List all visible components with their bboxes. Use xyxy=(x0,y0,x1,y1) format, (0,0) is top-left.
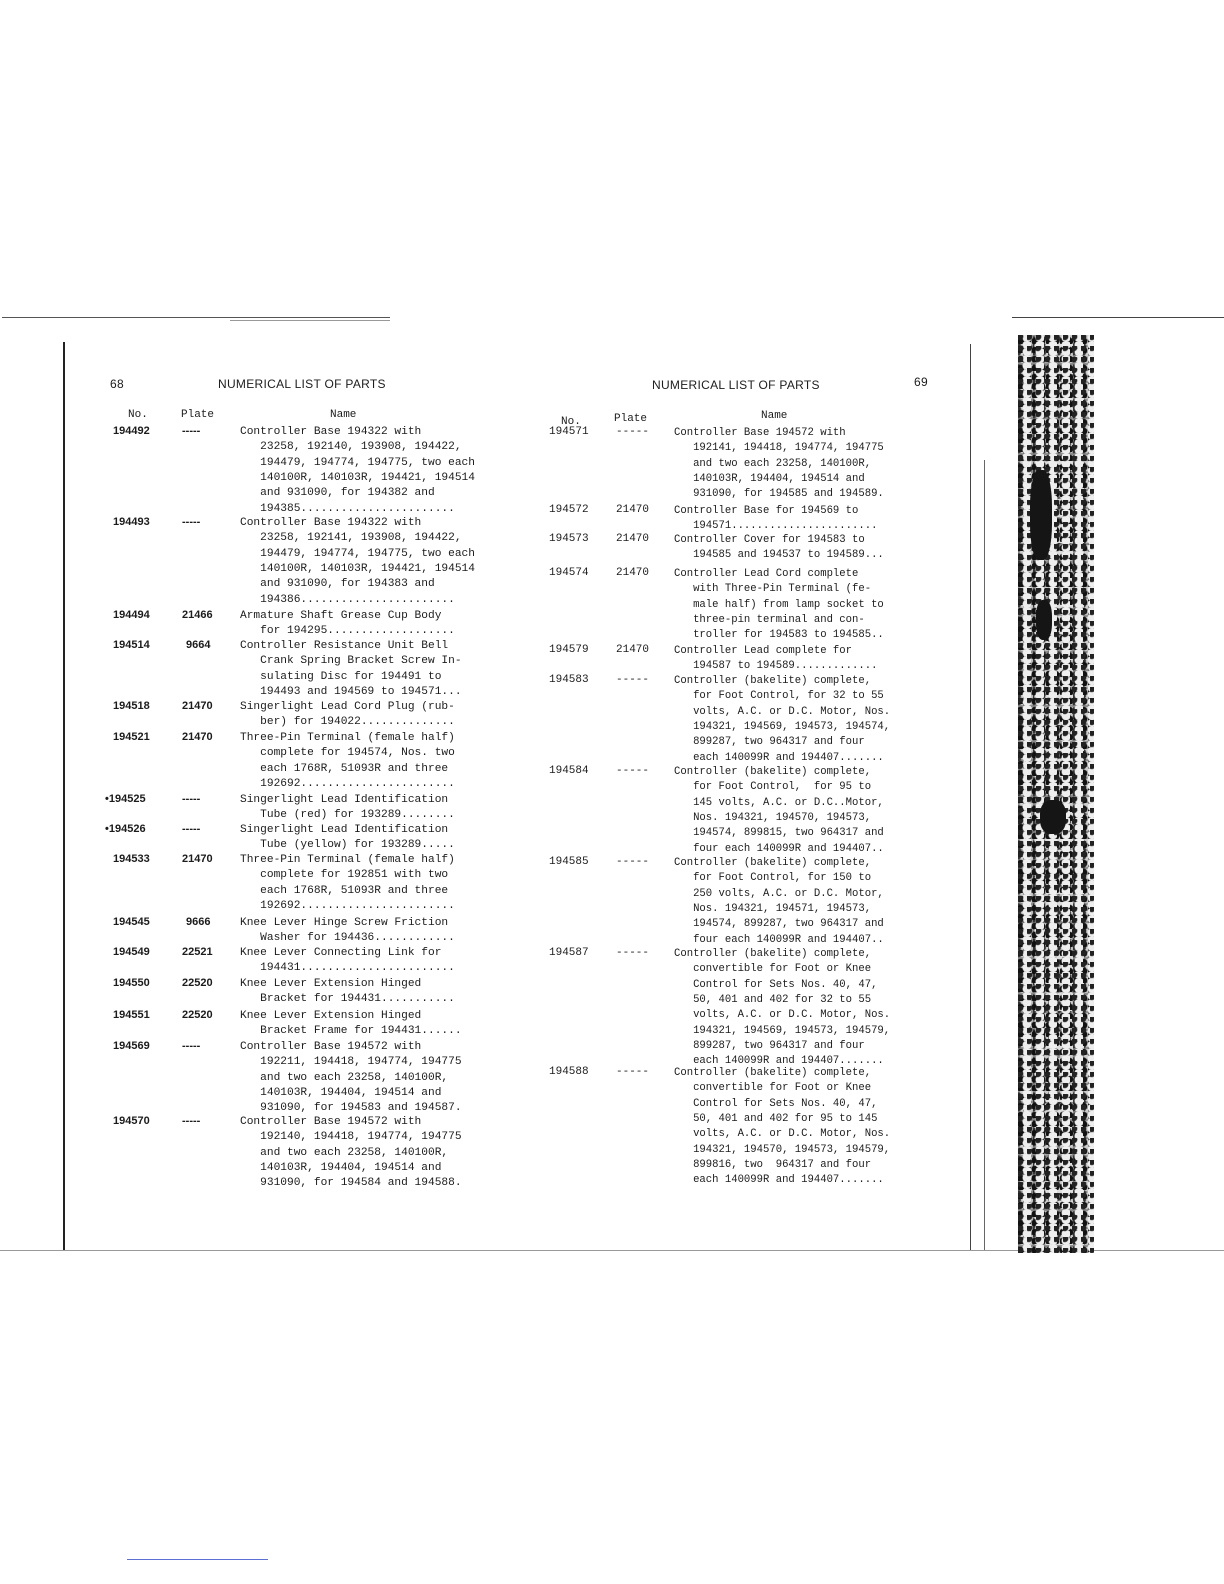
part-number: 194549 xyxy=(113,946,150,958)
part-name-line: Controller Base 194572 with xyxy=(240,1116,422,1128)
part-name-line: volts, A.C. or D.C. Motor, Nos. xyxy=(674,1128,891,1141)
part-name-line: Controller Cover for 194583 to xyxy=(674,534,865,546)
part-number: 194493 xyxy=(113,516,150,528)
part-name-line: and two each 23258, 140100R, xyxy=(674,457,872,470)
part-name-line: 899287, two 964317 and four xyxy=(674,736,865,749)
part-name-line: each 140099R and 194407....... xyxy=(674,1055,884,1068)
part-name-line: 194574, 899815, two 964317 and xyxy=(674,827,884,840)
part-name-line: Singerlight Lead Cord Plug (rub- xyxy=(240,701,455,713)
left-page-edge xyxy=(63,342,65,1250)
part-name-line: 192692....................... xyxy=(240,899,455,912)
plate-number: ----- xyxy=(616,856,650,868)
part-name-line: 194585 and 194537 to 194589... xyxy=(674,549,884,562)
plate-number: ----- xyxy=(616,674,650,686)
part-name-line: 192141, 194418, 194774, 194775 xyxy=(674,442,884,455)
part-name-line: Armature Shaft Grease Cup Body xyxy=(240,610,442,622)
column-header-plate: Plate xyxy=(614,413,648,425)
part-name-line: 899816, two 964317 and four xyxy=(674,1158,872,1171)
part-name-line: Control for Sets Nos. 40, 47, xyxy=(674,1097,878,1110)
part-name-line: 194386....................... xyxy=(240,593,455,606)
part-name-line: and 931090, for 194383 and xyxy=(240,578,435,591)
part-name-line: complete for 194574, Nos. two xyxy=(240,747,455,760)
part-name-line: 194385....................... xyxy=(240,502,455,515)
plate-number: ----- xyxy=(182,823,201,835)
part-name-line: Bracket for 194431........... xyxy=(240,993,455,1006)
part-number: 194572 xyxy=(549,504,589,516)
part-name-line: 931090, for 194584 and 194588. xyxy=(240,1177,462,1190)
part-number: 194574 xyxy=(549,567,589,579)
part-name-line: Knee Lever Connecting Link for xyxy=(240,947,442,959)
part-name-line: Knee Lever Extension Hinged xyxy=(240,978,422,990)
plate-number: 21470 xyxy=(182,731,213,743)
part-number: 194533 xyxy=(113,853,150,865)
part-name-line: Controller Base 194572 with xyxy=(240,1041,422,1053)
plate-number: 9666 xyxy=(186,916,211,928)
part-name-line: 140103R, 194404, 194514 and xyxy=(240,1161,442,1174)
part-name-line: 192692....................... xyxy=(240,777,455,790)
part-name-line: volts, A.C. or D.C. Motor, Nos. xyxy=(674,705,891,718)
part-number: 194573 xyxy=(549,533,589,545)
running-head: NUMERICAL LIST OF PARTS xyxy=(218,377,386,391)
part-number: •194525 xyxy=(105,793,146,805)
part-number: 194584 xyxy=(549,765,589,777)
part-name-line: troller for 194583 to 194585.. xyxy=(674,629,884,642)
part-name-line: 192211, 194418, 194774, 194775 xyxy=(240,1056,462,1069)
plate-number: 21470 xyxy=(182,700,213,712)
part-number: 194551 xyxy=(113,1009,150,1021)
top-edge-rule-faint xyxy=(230,320,390,321)
part-number: 194521 xyxy=(113,731,150,743)
plate-number: ----- xyxy=(182,425,201,437)
plate-number: 21470 xyxy=(182,853,213,865)
part-name-line: and 931090, for 194382 and xyxy=(240,487,435,500)
part-number: 194583 xyxy=(549,674,589,686)
part-name-line: Nos. 194321, 194571, 194573, xyxy=(674,902,872,915)
part-name-line: volts, A.C. or D.C. Motor, Nos. xyxy=(674,1009,891,1022)
part-number: 194569 xyxy=(113,1040,150,1052)
part-name-line: each 1768R, 51093R and three xyxy=(240,762,449,775)
part-name-line: for Foot Control, for 150 to xyxy=(674,872,872,885)
column-header-name: Name xyxy=(761,410,788,422)
page-number: 69 xyxy=(914,375,928,389)
plate-number: 21470 xyxy=(616,533,650,545)
column-header-name: Name xyxy=(330,409,357,421)
part-name-line: Three-Pin Terminal (female half) xyxy=(240,732,455,744)
plate-number: 22521 xyxy=(182,946,213,958)
part-name-line: male half) from lamp socket to xyxy=(674,598,884,611)
part-name-line: 194321, 194569, 194573, 194579, xyxy=(674,1024,891,1037)
running-head: NUMERICAL LIST OF PARTS xyxy=(652,378,820,392)
plate-number: ----- xyxy=(616,765,650,777)
part-name-line: Controller Base for 194569 to xyxy=(674,505,859,517)
part-name-line: for Foot Control, for 95 to xyxy=(674,781,872,794)
part-name-line: 140103R, 194404, 194514 and xyxy=(674,472,865,485)
plate-number: ----- xyxy=(616,1066,650,1078)
part-number: 194571 xyxy=(549,426,589,438)
plate-number: ----- xyxy=(182,1040,201,1052)
part-name-line: 140103R, 194404, 194514 and xyxy=(240,1086,442,1099)
part-name-line: with Three-Pin Terminal (fe- xyxy=(674,583,872,596)
part-number: 194588 xyxy=(549,1066,589,1078)
part-name-line: Singerlight Lead Identification xyxy=(240,824,449,836)
part-name-line: sulating Disc for 194491 to xyxy=(240,670,442,683)
part-number: •194526 xyxy=(105,823,146,835)
part-number: 194579 xyxy=(549,644,589,656)
part-name-line: 192140, 194418, 194774, 194775 xyxy=(240,1131,462,1144)
gutter-edge-inner xyxy=(984,460,985,1250)
part-name-line: and two each 23258, 140100R, xyxy=(240,1071,449,1084)
part-name-line: Washer for 194436............ xyxy=(240,932,455,945)
plate-number: ----- xyxy=(182,516,201,528)
part-name-line: 194574, 899287, two 964317 and xyxy=(674,918,884,931)
part-name-line: Controller (bakelite) complete, xyxy=(674,675,872,687)
top-edge-rule xyxy=(2,317,390,318)
page-number: 68 xyxy=(110,377,124,391)
part-name-line: 250 volts, A.C. or D.C. Motor, xyxy=(674,887,884,900)
part-name-line: for 194295................... xyxy=(240,625,455,638)
part-name-line: 194479, 194774, 194775, two each xyxy=(240,547,475,560)
gutter-edge xyxy=(970,344,971,1250)
part-name-line: Singerlight Lead Identification xyxy=(240,794,449,806)
part-name-line: 145 volts, A.C. or D.C..Motor, xyxy=(674,796,884,809)
part-name-line: ber) for 194022.............. xyxy=(240,716,455,729)
plate-number: 9664 xyxy=(186,639,211,651)
plate-number: 21466 xyxy=(182,609,213,621)
plate-number: 22520 xyxy=(182,977,213,989)
part-name-line: convertible for Foot or Knee xyxy=(674,963,872,976)
part-name-line: 50, 401 and 402 for 32 to 55 xyxy=(674,993,872,1006)
part-number: 194550 xyxy=(113,977,150,989)
part-name-line: Controller (bakelite) complete, xyxy=(674,766,872,778)
column-header-plate: Plate xyxy=(181,409,215,421)
plate-number: 21470 xyxy=(616,504,650,516)
part-name-line: 931090, for 194585 and 194589. xyxy=(674,488,884,501)
part-name-line: Knee Lever Extension Hinged xyxy=(240,1010,422,1022)
column-header-no: No. xyxy=(561,416,581,428)
part-name-line: Controller (bakelite) complete, xyxy=(674,1067,872,1079)
part-name-line: Three-Pin Terminal (female half) xyxy=(240,854,455,866)
part-name-line: complete for 192851 with two xyxy=(240,869,449,882)
part-number: 194518 xyxy=(113,700,150,712)
part-name-line: Bracket Frame for 194431...... xyxy=(240,1025,462,1038)
part-name-line: Tube (yellow) for 193289..... xyxy=(240,839,455,852)
right-top-edge-rule xyxy=(1012,317,1224,318)
part-number: 194585 xyxy=(549,856,589,868)
scan-blot xyxy=(1030,470,1052,560)
part-name-line: 194493 and 194569 to 194571... xyxy=(240,685,462,698)
plate-number: ----- xyxy=(182,1115,201,1127)
part-name-line: 194587 to 194589............. xyxy=(674,660,878,673)
part-name-line: 23258, 192141, 193908, 194422, xyxy=(240,532,462,545)
part-name-line: 140100R, 140103R, 194421, 194514 xyxy=(240,562,475,575)
part-name-line: each 140099R and 194407....... xyxy=(674,751,884,764)
part-number: 194570 xyxy=(113,1115,150,1127)
footer-link-underline[interactable] xyxy=(127,1559,268,1560)
part-name-line: Controller Lead Cord complete xyxy=(674,568,859,580)
part-name-line: Knee Lever Hinge Screw Friction xyxy=(240,917,449,929)
part-name-line: Controller Resistance Unit Bell xyxy=(240,640,449,652)
plate-number: 21470 xyxy=(616,644,650,656)
part-name-line: 194321, 194569, 194573, 194574, xyxy=(674,720,891,733)
part-name-line: 194571....................... xyxy=(674,520,878,533)
part-name-line: Controller Base 194572 with xyxy=(674,427,846,439)
scan-blot xyxy=(1036,600,1052,640)
part-name-line: Nos. 194321, 194570, 194573, xyxy=(674,811,872,824)
part-name-line: for Foot Control, for 32 to 55 xyxy=(674,690,884,703)
part-name-line: 140100R, 140103R, 194421, 194514 xyxy=(240,471,475,484)
scan-noise-strip xyxy=(1018,335,1094,1253)
scan-blot xyxy=(1040,800,1066,834)
part-name-line: four each 140099R and 194407.. xyxy=(674,842,884,855)
part-name-line: 194321, 194570, 194573, 194579, xyxy=(674,1143,891,1156)
plate-number: ----- xyxy=(616,426,650,438)
part-name-line: 931090, for 194583 and 194587. xyxy=(240,1102,462,1115)
part-number: 194492 xyxy=(113,425,150,437)
part-number: 194514 xyxy=(113,639,150,651)
part-name-line: Controller (bakelite) complete, xyxy=(674,857,872,869)
part-name-line: 899287, two 964317 and four xyxy=(674,1039,865,1052)
part-number: 194545 xyxy=(113,916,150,928)
part-number: 194587 xyxy=(549,947,589,959)
part-name-line: Controller Lead complete for xyxy=(674,645,853,657)
part-name-line: Controller Base 194322 with xyxy=(240,517,422,529)
plate-number: 21470 xyxy=(616,567,650,579)
part-name-line: four each 140099R and 194407.. xyxy=(674,933,884,946)
part-name-line: three-pin terminal and con- xyxy=(674,613,865,626)
part-name-line: each 140099R and 194407....... xyxy=(674,1174,884,1187)
plate-number: ----- xyxy=(616,947,650,959)
part-name-line: 194479, 194774, 194775, two each xyxy=(240,456,475,469)
part-name-line: Crank Spring Bracket Screw In- xyxy=(240,655,462,668)
part-name-line: each 1768R, 51093R and three xyxy=(240,884,449,897)
part-name-line: Tube (red) for 193289........ xyxy=(240,809,455,822)
part-name-line: 23258, 192140, 193908, 194422, xyxy=(240,441,462,454)
part-name-line: convertible for Foot or Knee xyxy=(674,1082,872,1095)
part-name-line: Controller (bakelite) complete, xyxy=(674,948,872,960)
part-number: 194494 xyxy=(113,609,150,621)
part-name-line: Control for Sets Nos. 40, 47, xyxy=(674,978,878,991)
column-header-no: No. xyxy=(128,409,148,421)
part-name-line: and two each 23258, 140100R, xyxy=(240,1146,449,1159)
part-name-line: 194431....................... xyxy=(240,962,455,975)
part-name-line: Controller Base 194322 with xyxy=(240,426,422,438)
plate-number: ----- xyxy=(182,793,201,805)
part-name-line: 50, 401 and 402 for 95 to 145 xyxy=(674,1112,878,1125)
plate-number: 22520 xyxy=(182,1009,213,1021)
